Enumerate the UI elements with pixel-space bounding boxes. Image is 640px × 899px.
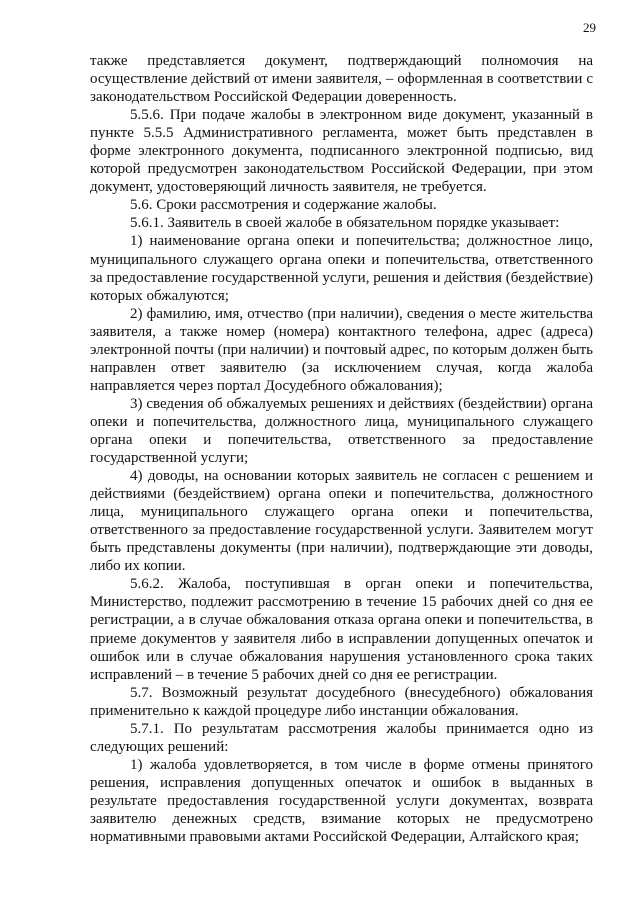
paragraph-continuation: также представляется документ, подтверждающий полномочия на осуществление действий от имени заявителя, – оформленная в соответствии с законодательством Российской Федерации доверенность. xyxy=(90,53,593,106)
list-item-3: 3) сведения об обжалуемых решениях и действиях (бездействии) органа опеки и попечительства, должностного лица, муниципального служащего органа опеки и попечительства, ответственного за предоставление государственной услуги; xyxy=(90,395,593,467)
decision-item-1: 1) жалоба удовлетворяется, в том числе в форме отмены принятого решения, исправления допущенных опечаток и ошибок в выданных в результате предоставления государственной услуги документах, возврата заявителю денежных средств, взимание которых не предусмотрено нормативными правовыми актами Российской Федерации, Алтайского края; xyxy=(90,756,593,846)
list-item-2: 2) фамилию, имя, отчество (при наличии), сведения о месте жительства заявителя, а также номер (номера) контактного телефона, адрес (адреса) электронной почты (при наличии) и почтовый адрес, по которым должен быть направлен ответ заявителю (за исключением случая, когда жалоба направляется через портал Досудебного обжалования); xyxy=(90,305,593,394)
list-item-1: 1) наименование органа опеки и попечительства; должностное лицо, муниципального служащего органа опеки и попечительства, ответственного за предоставление государственной услуги, решения и действия (бездействие) которых обжалуются; xyxy=(90,233,593,304)
paragraph-5-7-1: 5.7.1. По результатам рассмотрения жалобы принимается одно из следующих решений: xyxy=(90,720,593,755)
paragraph-5-6-heading: 5.6. Сроки рассмотрения и содержание жалобы. xyxy=(130,197,437,214)
page-number: 29 xyxy=(583,20,596,35)
paragraph-5-6-1: 5.6.1. Заявитель в своей жалобе в обязательном порядке указывает: xyxy=(130,215,560,232)
paragraph-5-6-2: 5.6.2. Жалоба, поступившая в орган опеки и попечительства, Министерство, подлежит рассмотрению в течение 15 рабочих дней со дня ее регистрации, а в случае обжалования отказа органа опеки и попечительства, в приеме документов у заявителя либо в исправлении допущенных опечаток и ошибок или в случае обжалования нарушения установленного срока таких исправлений – в течение 5 рабочих дней со дня ее регистрации. xyxy=(90,576,593,683)
paragraph-5-7-heading: 5.7. Возможный результат досудебного (внесудебного) обжалования применительно к каждой процедуре либо инстанции обжалования. xyxy=(90,684,593,719)
list-item-4: 4) доводы, на основании которых заявитель не согласен с решением и действиями (бездействием) органа опеки и попечительства, должностного лица, муниципального служащего органа опеки и попечительства, ответственного за предоставление государственной услуги. Заявителем могут быть представлены документы (при наличии), подтверждающие эти доводы, либо их копии. xyxy=(90,468,593,575)
paragraph-5-5-6: 5.5.6. При подаче жалобы в электронном виде документ, указанный в пункте 5.5.5 Административного регламента, может быть представлен в форме электронного документа, подписанного электронной подписью, вид которой предусмотрен законодательством Российской Федерации, при этом документ, удостоверяющий личность заявителя, не требуется. xyxy=(90,107,593,196)
document-body xyxy=(90,52,593,846)
